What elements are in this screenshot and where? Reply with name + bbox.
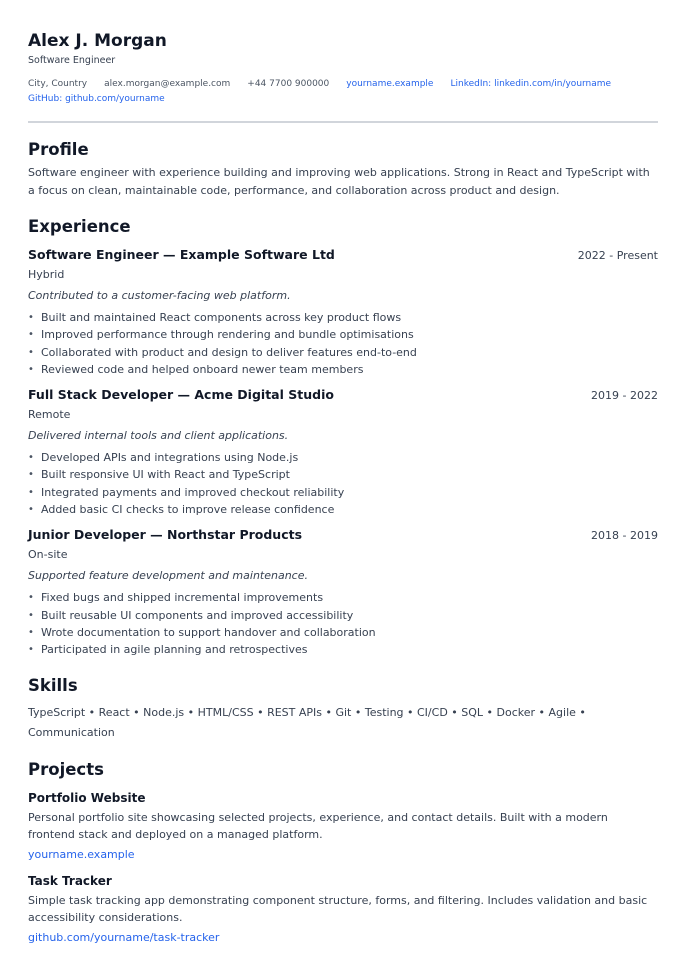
experience-section <box>28 216 658 659</box>
contact-location: City, Country <box>28 79 88 89</box>
skills-section <box>28 675 658 743</box>
contact-phone: +44 7700 900000 <box>247 79 330 89</box>
job-bullet: • Developed APIs and integrations using Node.js <box>41 449 658 466</box>
project-link[interactable]: yourname.example <box>28 847 135 861</box>
contact-website-link[interactable]: yourname.example <box>346 79 434 89</box>
job-bullet: • Participated in agile planning and retrospectives <box>41 641 658 658</box>
job-work-mode: Remote <box>28 408 71 422</box>
project-description: Simple task tracking app demonstrating component structure, forms, and filtering. Includes validation and basic accessibility considerations. <box>28 893 648 925</box>
job-title: Software Engineer — Example Software Ltd <box>28 247 335 262</box>
job-work-mode: On-site <box>28 548 68 562</box>
job-work-mode: Hybrid <box>28 268 65 281</box>
project-description: Personal portfolio site showcasing selected projects, experience, and contact details. Built with a modern frontend stack and deployed on a managed platform. <box>28 810 608 842</box>
profile-text: Software engineer with experience building and improving web applications. Strong in React and TypeScript with a focus on clean, maintainable code, performance, and collaboration across product and design. <box>28 166 650 197</box>
job-bullet: • Built reusable UI components and improved accessibility <box>41 607 658 624</box>
contact-info <box>28 77 658 107</box>
job-bullets <box>28 589 658 658</box>
job-bullet: • Added basic CI checks to improve release confidence <box>41 501 658 518</box>
job-bullet: • Improved performance through rendering and bundle optimisations <box>41 326 658 343</box>
job-summary: Contributed to a customer-facing web platform. <box>28 289 291 302</box>
project-link[interactable]: github.com/yourname/task-tracker <box>28 930 220 944</box>
job-bullet: • Fixed bugs and shipped incremental improvements <box>41 589 658 606</box>
job-title: Full Stack Developer — Acme Digital Studio <box>28 387 334 403</box>
project-entry <box>28 789 658 864</box>
job-summary: Delivered internal tools and client applications. <box>28 429 289 443</box>
projects-section <box>28 759 658 947</box>
job-bullets <box>28 309 658 378</box>
job-bullet: • Integrated payments and improved checkout reliability <box>41 484 658 501</box>
job-dates: 2019 - 2022 <box>591 389 658 403</box>
job-bullet: • Built responsive UI with React and TypeScript <box>41 466 658 483</box>
job-bullet: • Built and maintained React components across key product flows <box>41 309 658 326</box>
profile-heading: Profile <box>28 140 89 159</box>
job-bullet: • Reviewed code and helped onboard newer team members <box>41 361 658 378</box>
job-entry <box>28 386 658 518</box>
job-bullets <box>28 449 658 518</box>
candidate-name: Alex J. Morgan <box>28 31 167 51</box>
job-title: Junior Developer — Northstar Products <box>28 527 303 543</box>
contact-github-link[interactable]: GitHub: github.com/yourname <box>28 94 165 104</box>
projects-heading: Projects <box>28 759 104 779</box>
resume-header <box>28 30 658 123</box>
project-title: Portfolio Website <box>28 790 146 805</box>
job-summary: Supported feature development and maintenance. <box>28 569 308 583</box>
job-bullet: • Wrote documentation to support handover and collaboration <box>41 624 658 641</box>
job-entry <box>28 526 658 658</box>
contact-email: alex.morgan@example.com <box>104 79 231 89</box>
header-divider <box>28 121 658 123</box>
job-bullet: • Collaborated with product and design to deliver features end-to-end <box>41 344 658 361</box>
skills-list: TypeScript • React • Node.js • HTML/CSS • REST APIs • Git • Testing • CI/CD • SQL • Docker • Agile • Communication <box>28 705 586 739</box>
job-dates: 2018 - 2019 <box>591 529 658 543</box>
experience-heading: Experience <box>28 217 131 236</box>
job-dates: 2022 - Present <box>577 249 658 262</box>
project-entry <box>28 872 658 947</box>
skills-heading: Skills <box>28 675 78 695</box>
candidate-headline: Software Engineer <box>28 55 116 66</box>
project-title: Task Tracker <box>28 873 112 888</box>
profile-section <box>28 139 658 200</box>
job-entry <box>28 246 658 378</box>
contact-linkedin-link[interactable]: LinkedIn: linkedin.com/in/yourname <box>450 79 612 89</box>
